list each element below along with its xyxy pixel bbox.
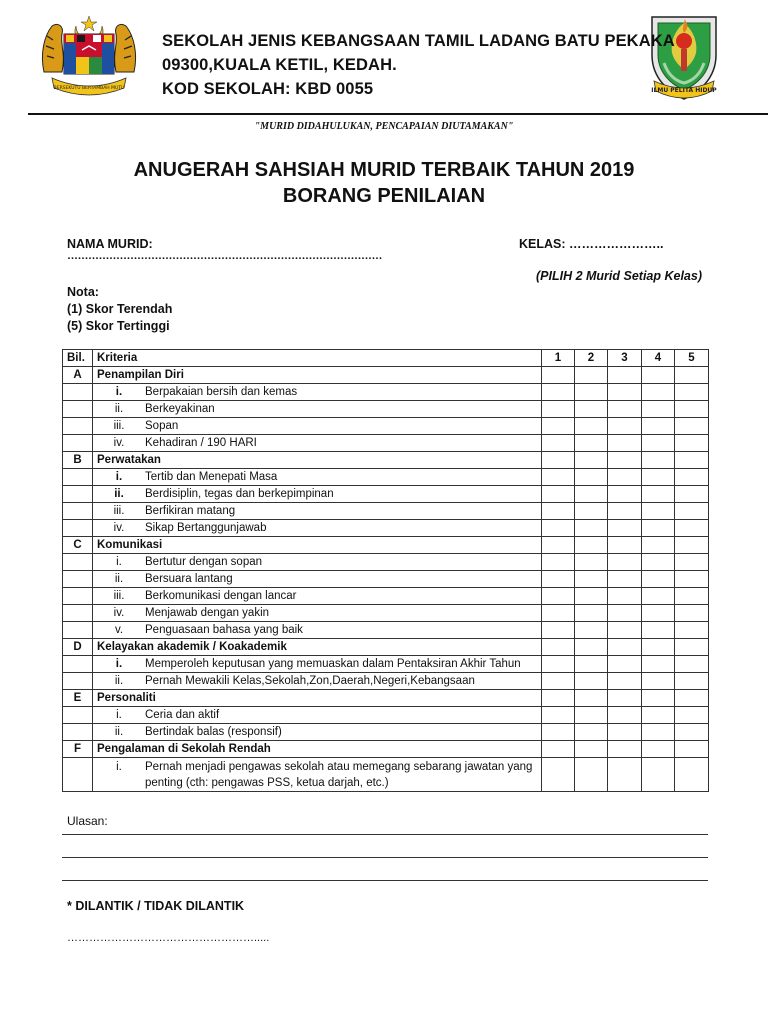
- score-cell[interactable]: [675, 741, 709, 758]
- score-cell[interactable]: [575, 401, 608, 418]
- section-title: Komunikasi: [93, 537, 542, 554]
- score-cell[interactable]: [542, 690, 575, 707]
- criterion-row: [63, 673, 709, 690]
- score-cell[interactable]: [675, 401, 709, 418]
- score-cell[interactable]: [675, 622, 709, 639]
- score-cell[interactable]: [608, 656, 642, 673]
- score-cell[interactable]: [575, 435, 608, 452]
- comment-line-2[interactable]: [62, 857, 708, 858]
- score-cell[interactable]: [642, 520, 675, 537]
- pick-note: (PILIH 2 Murid Setiap Kelas): [536, 269, 703, 283]
- score-cell[interactable]: [542, 758, 575, 792]
- criterion-label: Ceria dan aktif: [145, 709, 220, 721]
- bil-cell: [63, 401, 93, 418]
- criterion-row: [63, 554, 709, 571]
- score-cell[interactable]: [675, 503, 709, 520]
- score-cell[interactable]: [542, 554, 575, 571]
- bil-cell: [63, 724, 93, 741]
- criterion-number: ii.: [114, 726, 124, 738]
- score-cell[interactable]: [642, 622, 675, 639]
- criterion-row: [63, 605, 709, 622]
- score-cell[interactable]: [642, 656, 675, 673]
- criterion-number: i.: [115, 471, 123, 483]
- criterion-number: i.: [115, 658, 123, 670]
- criterion-number: iv.: [113, 522, 125, 534]
- criterion-label: Bersuara lantang: [145, 573, 233, 585]
- bil-cell: [63, 469, 93, 486]
- criterion-number: v.: [114, 624, 124, 636]
- criterion-label: Kehadiran / 190 HARI: [145, 437, 257, 449]
- form-title: BORANG PENILAIAN: [282, 185, 486, 207]
- criterion-row: [63, 469, 709, 486]
- bil-cell: [63, 707, 93, 724]
- criterion-text: [93, 486, 542, 503]
- score-cell[interactable]: [675, 537, 709, 554]
- score-cell[interactable]: [575, 418, 608, 435]
- criterion-row: [63, 724, 709, 741]
- criterion-label: Sopan: [145, 420, 179, 432]
- score-cell[interactable]: [642, 741, 675, 758]
- score-cell[interactable]: [642, 707, 675, 724]
- score-cell[interactable]: [575, 503, 608, 520]
- score-cell[interactable]: [575, 469, 608, 486]
- score-cell[interactable]: [608, 605, 642, 622]
- section-title: Kelayakan akademik / Koakademik: [93, 639, 542, 656]
- criterion-label: Berpakaian bersih dan kemas: [145, 386, 298, 398]
- criterion-number: i.: [116, 709, 122, 721]
- score-cell[interactable]: [608, 741, 642, 758]
- score-cell[interactable]: [642, 571, 675, 588]
- score-cell[interactable]: [675, 571, 709, 588]
- score-cell[interactable]: [608, 639, 642, 656]
- score-cell[interactable]: [675, 690, 709, 707]
- score-cell[interactable]: [608, 486, 642, 503]
- criterion-label: Berdisiplin, tegas dan berkepimpinan: [145, 488, 334, 500]
- section-letter: C: [63, 537, 93, 554]
- bil-cell: [63, 418, 93, 435]
- criterion-number: iii.: [113, 590, 125, 602]
- criterion-row: [63, 656, 709, 673]
- header-score-3: 3: [608, 350, 642, 367]
- score-cell[interactable]: [575, 639, 608, 656]
- score-cell[interactable]: [642, 469, 675, 486]
- header-kriteria: Kriteria: [93, 350, 542, 367]
- bil-cell: [63, 435, 93, 452]
- criterion-text: [93, 605, 542, 622]
- score-cell[interactable]: [608, 418, 642, 435]
- school-emblem-logo: [646, 11, 722, 101]
- score-cell[interactable]: [642, 452, 675, 469]
- bil-cell: [63, 588, 93, 605]
- criterion-number: i.: [116, 760, 122, 773]
- section-row: [63, 639, 709, 656]
- criterion-row: [63, 588, 709, 605]
- score-cell[interactable]: [675, 673, 709, 690]
- score-cell[interactable]: [642, 588, 675, 605]
- header-score-4: 4: [642, 350, 675, 367]
- score-cell[interactable]: [675, 554, 709, 571]
- criterion-label: Memperoleh keputusan yang memuaskan dalam Pentaksiran Akhir Tahun: [145, 658, 521, 670]
- ulasan-label: Ulasan:: [67, 814, 108, 828]
- criterion-text: [93, 622, 542, 639]
- criterion-row: [63, 401, 709, 418]
- criterion-text: [93, 503, 542, 520]
- criterion-text: [93, 758, 542, 792]
- section-letter: F: [63, 741, 93, 758]
- score-cell[interactable]: [608, 435, 642, 452]
- score-cell[interactable]: [542, 724, 575, 741]
- section-title: Penampilan Diri: [93, 367, 542, 384]
- criterion-label: Berfikiran matang: [145, 505, 236, 517]
- score-cell[interactable]: [608, 588, 642, 605]
- bil-cell: [63, 486, 93, 503]
- criterion-label: Pernah Mewakili Kelas,Sekolah,Zon,Daerah,Negeri,Kebangsaan: [145, 675, 475, 687]
- criterion-text: [93, 384, 542, 401]
- score-cell[interactable]: [608, 554, 642, 571]
- score-cell[interactable]: [642, 367, 675, 384]
- score-cell[interactable]: [642, 554, 675, 571]
- crest-motto-text: BERSEKUTU BERTAMBAH MUTU: [53, 86, 125, 91]
- criterion-row: [63, 707, 709, 724]
- score-low-note: (1) Skor Terendah: [67, 302, 173, 316]
- score-cell[interactable]: [575, 571, 608, 588]
- score-cell[interactable]: [542, 656, 575, 673]
- bil-cell: [63, 656, 93, 673]
- score-cell[interactable]: [575, 367, 608, 384]
- table-header-row: [63, 350, 709, 367]
- score-cell[interactable]: [608, 622, 642, 639]
- score-cell[interactable]: [642, 537, 675, 554]
- motto-text: "MURID DIDAHULUKAN, PENCAPAIAN DIUTAMAKAN": [254, 121, 514, 132]
- score-cell[interactable]: [542, 741, 575, 758]
- school-code: KOD SEKOLAH: KBD 0055: [162, 80, 374, 98]
- score-cell[interactable]: [542, 384, 575, 401]
- criterion-text: [93, 401, 542, 418]
- score-cell[interactable]: [542, 435, 575, 452]
- score-cell[interactable]: [642, 673, 675, 690]
- student-name-field[interactable]: ………………………………………………………………………………: [67, 250, 382, 262]
- score-cell[interactable]: [542, 639, 575, 656]
- score-cell[interactable]: [575, 520, 608, 537]
- score-cell[interactable]: [675, 758, 709, 792]
- score-cell[interactable]: [642, 639, 675, 656]
- score-cell[interactable]: [575, 656, 608, 673]
- score-cell[interactable]: [542, 367, 575, 384]
- score-cell[interactable]: [542, 520, 575, 537]
- score-cell[interactable]: [608, 367, 642, 384]
- score-cell[interactable]: [575, 724, 608, 741]
- score-cell[interactable]: [542, 486, 575, 503]
- criterion-label: Menjawab dengan yakin: [145, 607, 270, 619]
- score-cell[interactable]: [608, 520, 642, 537]
- assessment-table: [62, 349, 709, 792]
- criterion-number: i.: [115, 386, 123, 398]
- score-cell[interactable]: [608, 571, 642, 588]
- comment-line-1[interactable]: [62, 834, 708, 835]
- section-letter: A: [63, 367, 93, 384]
- section-row: [63, 367, 709, 384]
- header-divider: [28, 113, 768, 115]
- score-cell[interactable]: [575, 588, 608, 605]
- score-cell[interactable]: [542, 571, 575, 588]
- score-cell[interactable]: [642, 435, 675, 452]
- criterion-text: [93, 418, 542, 435]
- score-cell[interactable]: [542, 469, 575, 486]
- score-cell[interactable]: [542, 452, 575, 469]
- score-cell[interactable]: [675, 435, 709, 452]
- score-cell[interactable]: [608, 537, 642, 554]
- section-letter: E: [63, 690, 93, 707]
- score-cell[interactable]: [575, 707, 608, 724]
- criterion-text: [93, 707, 542, 724]
- signature-field[interactable]: …………………………………………….....: [67, 932, 270, 944]
- score-cell[interactable]: [575, 605, 608, 622]
- score-cell[interactable]: [575, 452, 608, 469]
- score-cell[interactable]: [675, 707, 709, 724]
- section-row: [63, 690, 709, 707]
- section-letter: B: [63, 452, 93, 469]
- score-cell[interactable]: [542, 537, 575, 554]
- bil-cell: [63, 571, 93, 588]
- score-cell[interactable]: [642, 690, 675, 707]
- criterion-number: iii.: [113, 420, 125, 432]
- criterion-number: ii.: [114, 675, 124, 687]
- award-title: ANUGERAH SAHSIAH MURID TERBAIK TAHUN 2019: [133, 159, 635, 181]
- criterion-text: [93, 469, 542, 486]
- coat-of-arms-logo: [38, 14, 140, 100]
- bil-cell: [63, 384, 93, 401]
- score-cell[interactable]: [575, 486, 608, 503]
- score-cell[interactable]: [542, 401, 575, 418]
- school-name: SEKOLAH JENIS KEBANGSAAN TAMIL LADANG BATU PEKAKA: [162, 32, 675, 50]
- nota-label: Nota:: [67, 285, 99, 299]
- score-cell[interactable]: [642, 401, 675, 418]
- criterion-text: [93, 435, 542, 452]
- score-cell[interactable]: [542, 605, 575, 622]
- score-cell[interactable]: [675, 418, 709, 435]
- score-cell[interactable]: [608, 401, 642, 418]
- score-cell[interactable]: [608, 384, 642, 401]
- score-cell[interactable]: [575, 758, 608, 792]
- criterion-number: iii.: [113, 505, 125, 517]
- criterion-number: iv.: [113, 607, 125, 619]
- bil-cell: [63, 503, 93, 520]
- score-cell[interactable]: [575, 537, 608, 554]
- score-cell[interactable]: [675, 639, 709, 656]
- criterion-number: iv.: [113, 437, 125, 449]
- criterion-row: [63, 503, 709, 520]
- criterion-row: [63, 486, 709, 503]
- bil-cell: [63, 605, 93, 622]
- section-row: [63, 537, 709, 554]
- criterion-number: ii.: [114, 488, 124, 500]
- score-cell[interactable]: [675, 367, 709, 384]
- comment-line-3[interactable]: [62, 880, 708, 881]
- header-score-1: 1: [542, 350, 575, 367]
- score-cell[interactable]: [675, 384, 709, 401]
- criterion-row: [63, 384, 709, 401]
- bil-cell: [63, 554, 93, 571]
- score-cell[interactable]: [675, 486, 709, 503]
- score-cell[interactable]: [575, 554, 608, 571]
- criterion-text: [93, 588, 542, 605]
- bil-cell: [63, 622, 93, 639]
- class-field[interactable]: KELAS: …………………..: [519, 237, 664, 251]
- criterion-text: [93, 571, 542, 588]
- score-cell[interactable]: [675, 520, 709, 537]
- bil-cell: [63, 758, 93, 792]
- criterion-text: [93, 520, 542, 537]
- header-score-2: 2: [575, 350, 608, 367]
- criterion-label: Berkomunikasi dengan lancar: [145, 590, 297, 602]
- score-cell[interactable]: [675, 724, 709, 741]
- bil-cell: [63, 520, 93, 537]
- score-cell[interactable]: [642, 418, 675, 435]
- criterion-row: [63, 520, 709, 537]
- score-cell[interactable]: [642, 486, 675, 503]
- score-cell[interactable]: [608, 724, 642, 741]
- score-cell[interactable]: [575, 622, 608, 639]
- section-row: [63, 741, 709, 758]
- score-cell[interactable]: [608, 452, 642, 469]
- score-cell[interactable]: [642, 384, 675, 401]
- criterion-row: [63, 622, 709, 639]
- header-score-5: 5: [675, 350, 709, 367]
- criterion-number: ii.: [114, 403, 124, 415]
- score-cell[interactable]: [608, 503, 642, 520]
- criterion-label: Tertib dan Menepati Masa: [145, 471, 278, 483]
- score-cell[interactable]: [675, 656, 709, 673]
- score-cell[interactable]: [608, 690, 642, 707]
- score-cell[interactable]: [675, 588, 709, 605]
- school-address: 09300,KUALA KETIL, KEDAH.: [162, 56, 397, 74]
- section-title: Pengalaman di Sekolah Rendah: [93, 741, 542, 758]
- score-cell[interactable]: [642, 724, 675, 741]
- score-cell[interactable]: [675, 605, 709, 622]
- criterion-number: ii.: [114, 573, 124, 585]
- score-cell[interactable]: [542, 673, 575, 690]
- section-title: Personaliti: [93, 690, 542, 707]
- appointment-status: * DILANTIK / TIDAK DILANTIK: [67, 899, 245, 913]
- score-cell[interactable]: [542, 418, 575, 435]
- emblem-motto-text: ILMU PELITA HIDUP: [651, 87, 717, 94]
- score-cell[interactable]: [575, 741, 608, 758]
- student-name-label: NAMA MURID:: [67, 237, 153, 251]
- section-letter: D: [63, 639, 93, 656]
- criterion-row: [63, 571, 709, 588]
- criterion-label: Pernah menjadi pengawas sekolah atau memegang sebarang jawatan yang: [145, 760, 533, 773]
- criterion-text: [93, 656, 542, 673]
- score-cell[interactable]: [542, 503, 575, 520]
- criterion-text: [93, 673, 542, 690]
- score-cell[interactable]: [608, 469, 642, 486]
- score-cell[interactable]: [575, 690, 608, 707]
- score-cell[interactable]: [642, 605, 675, 622]
- criterion-label: Bertindak balas (responsif): [145, 726, 282, 738]
- score-cell[interactable]: [575, 673, 608, 690]
- score-cell[interactable]: [608, 707, 642, 724]
- criterion-label: Sikap Bertanggunjawab: [145, 522, 267, 534]
- score-cell[interactable]: [542, 588, 575, 605]
- header-bil: Bil.: [63, 350, 93, 367]
- criterion-label-cont: penting (cth: pengawas PSS, ketua darjah, etc.): [145, 776, 389, 789]
- bil-cell: [63, 673, 93, 690]
- score-cell[interactable]: [542, 622, 575, 639]
- criterion-row: [63, 418, 709, 435]
- criterion-text: [93, 554, 542, 571]
- criterion-text: [93, 724, 542, 741]
- section-row: [63, 452, 709, 469]
- score-cell[interactable]: [608, 673, 642, 690]
- score-cell[interactable]: [575, 384, 608, 401]
- score-cell[interactable]: [642, 503, 675, 520]
- score-cell[interactable]: [608, 758, 642, 792]
- criterion-label: Penguasaan bahasa yang baik: [145, 624, 303, 636]
- score-cell[interactable]: [675, 469, 709, 486]
- criterion-label: Berkeyakinan: [145, 403, 215, 415]
- section-title: Perwatakan: [93, 452, 542, 469]
- criterion-number: i.: [116, 556, 122, 568]
- score-cell[interactable]: [642, 758, 675, 792]
- score-high-note: (5) Skor Tertinggi: [67, 319, 170, 333]
- score-cell[interactable]: [675, 452, 709, 469]
- criterion-row: [63, 435, 709, 452]
- criterion-row: [63, 758, 709, 792]
- score-cell[interactable]: [542, 707, 575, 724]
- criterion-label: Bertutur dengan sopan: [145, 556, 263, 568]
